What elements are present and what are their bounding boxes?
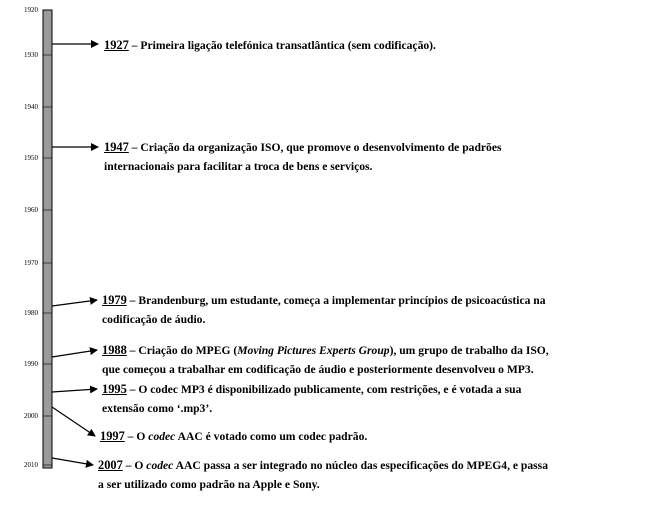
tick-label-1920: 1920	[24, 6, 38, 14]
event-text: codificação de áudio.	[102, 313, 206, 326]
event-line	[102, 341, 549, 360]
event-text: – O	[122, 459, 147, 472]
event-text: extensão como ‘.mp3’.	[102, 402, 213, 415]
event-year: 1997	[100, 429, 125, 443]
event-1927	[104, 36, 436, 55]
arrow-1995	[52, 389, 97, 392]
event-line	[104, 138, 502, 157]
arrow-1997	[52, 407, 95, 436]
event-text: AAC é votado como um codec padrão.	[175, 430, 368, 443]
timeline-arrows	[52, 44, 98, 465]
event-1997	[100, 427, 367, 446]
arrow-2007	[52, 458, 93, 465]
event-text: que começou a trabalhar em codificação de áudio e posteriormente desenvolveu o MP3.	[102, 363, 534, 376]
event-line	[98, 475, 548, 494]
event-text: – Criação do MPEG (	[126, 344, 238, 357]
tick-label-1960: 1960	[24, 206, 38, 214]
event-line	[102, 291, 546, 310]
tick-label-1990: 1990	[24, 360, 38, 368]
tick-label-2000: 2000	[24, 412, 38, 420]
event-text: – O	[124, 430, 149, 443]
tick-label-2010: 2010	[24, 461, 38, 469]
timeline-bar	[43, 10, 52, 468]
event-line	[104, 36, 436, 55]
event-line	[102, 360, 549, 379]
event-text: – O codec MP3 é disponibilizado publicamente, com restrições, e é votada a sua	[126, 383, 522, 396]
event-year: 1988	[102, 343, 127, 357]
event-line	[98, 456, 548, 475]
event-year: 1927	[104, 38, 129, 52]
event-year: 1995	[102, 382, 127, 396]
event-text: ), um grupo de trabalho da ISO,	[389, 344, 549, 357]
event-1979	[102, 291, 546, 329]
tick-label-1980: 1980	[24, 309, 38, 317]
event-text: – Primeira ligação telefónica transatlântica (sem codificação).	[128, 39, 436, 52]
event-year: 1979	[102, 293, 127, 307]
event-line	[102, 310, 546, 329]
event-text: AAC passa a ser integrado no núcleo das especificações do MPEG4, e passa	[173, 459, 548, 472]
tick-label-1940: 1940	[24, 103, 38, 111]
event-text: – Criação da organização ISO, que promove o desenvolvimento de padrões	[128, 141, 502, 154]
event-1988	[102, 341, 549, 379]
event-text: internacionais para facilitar a troca de bens e serviços.	[104, 160, 373, 173]
event-text: – Brandenburg, um estudante, começa a implementar princípios de psicoacústica na	[126, 294, 546, 307]
event-year: 2007	[98, 458, 123, 472]
tick-label-1930: 1930	[24, 51, 38, 59]
arrow-1979	[52, 300, 97, 306]
event-text: codec	[146, 459, 174, 472]
event-1947	[104, 138, 502, 176]
event-2007	[98, 456, 548, 494]
event-text: a ser utilizado como padrão na Apple e Sony.	[98, 478, 320, 491]
arrow-1988	[52, 350, 97, 357]
tick-label-1950: 1950	[24, 154, 38, 162]
event-year: 1947	[104, 140, 129, 154]
event-line	[104, 157, 502, 176]
event-line	[102, 380, 521, 399]
event-text: Moving Pictures Experts Group	[237, 344, 390, 357]
event-line	[100, 427, 367, 446]
event-text: codec	[148, 430, 176, 443]
event-1995	[102, 380, 521, 418]
tick-label-1970: 1970	[24, 259, 38, 267]
event-line	[102, 399, 521, 418]
